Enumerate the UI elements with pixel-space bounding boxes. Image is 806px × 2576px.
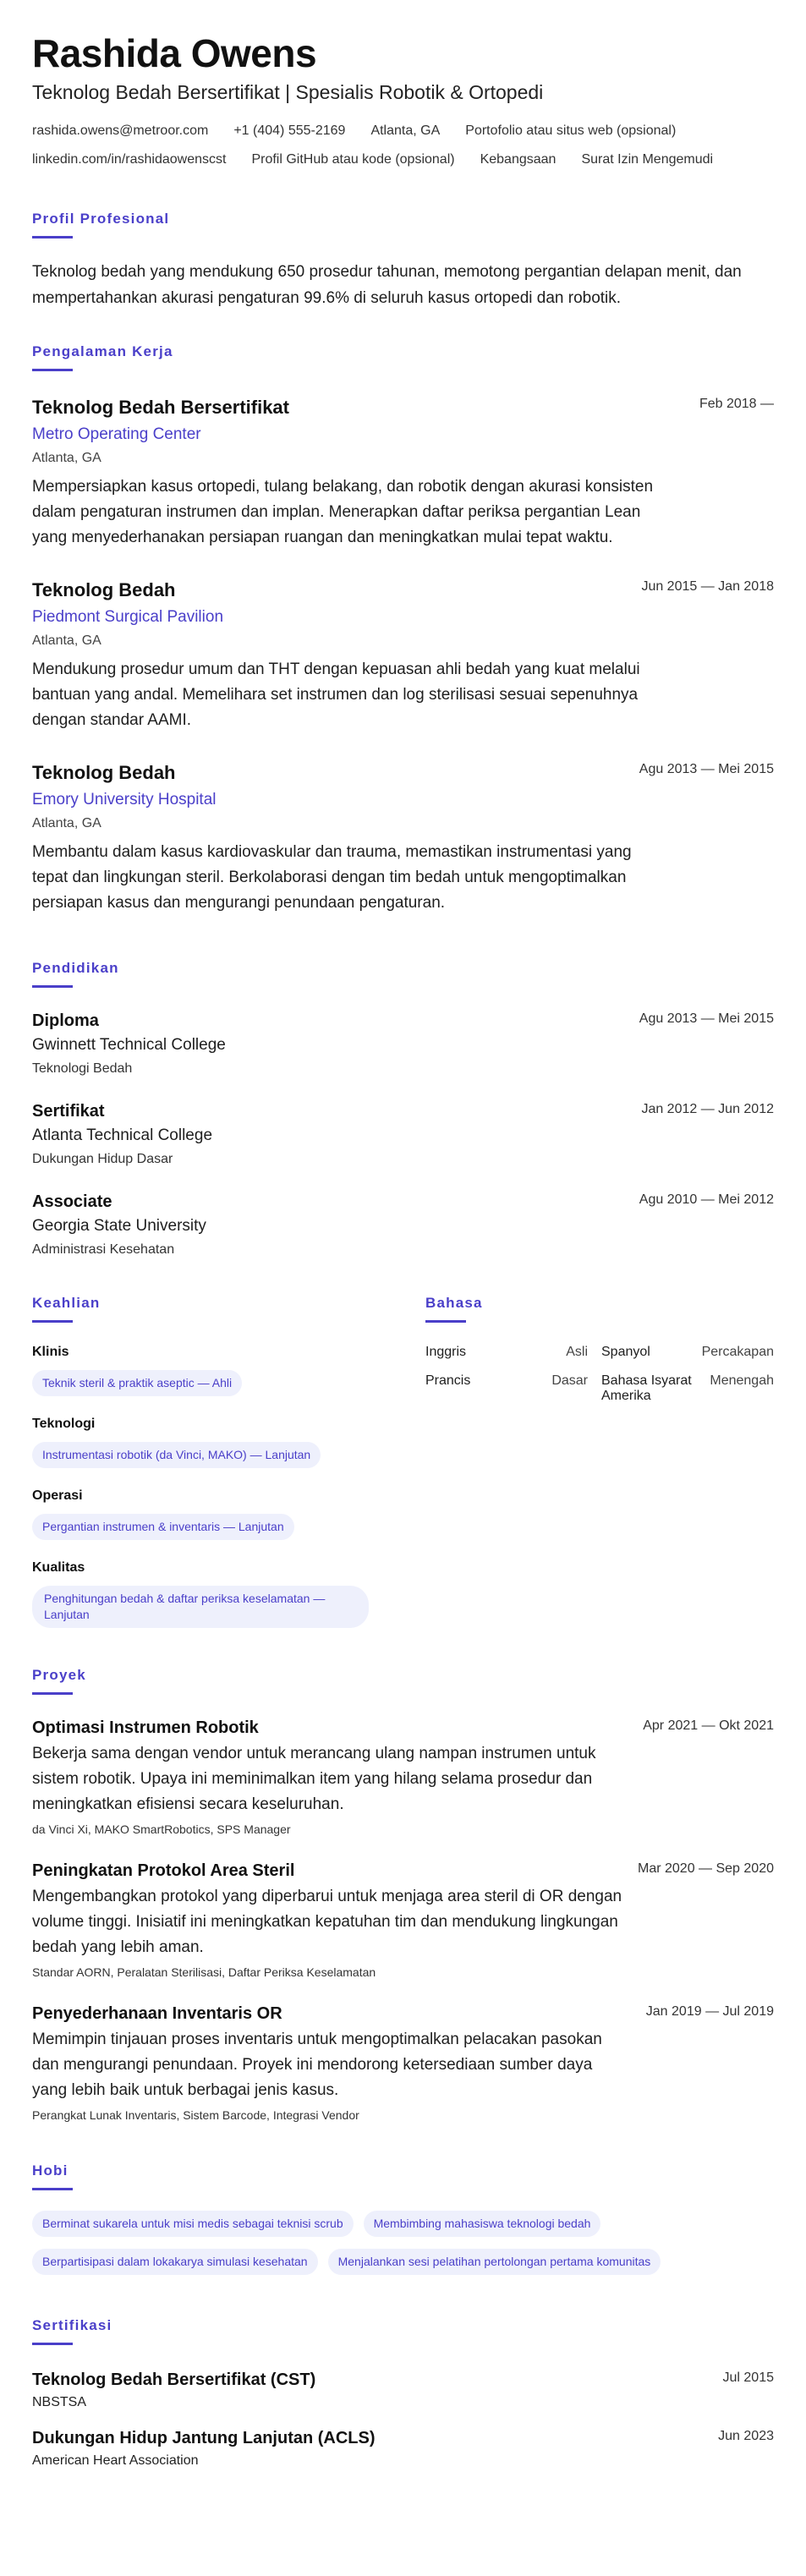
- section-title: Bahasa: [425, 1295, 483, 1311]
- school-name: Atlanta Technical College: [32, 1126, 213, 1144]
- education-entry: [32, 1192, 774, 1258]
- skill-chip: Penghitungan bedah & daftar periksa keselamatan — Lanjutan: [32, 1586, 369, 1628]
- certification-issuer: American Heart Association: [32, 2453, 199, 2468]
- entry-date: Apr 2021 — Okt 2021: [643, 1718, 774, 1733]
- field-of-study: Administrasi Kesehatan: [32, 1242, 175, 1257]
- hobby-chip: Berminat sukarela untuk misi medis sebagai teknisi scrub: [32, 2211, 354, 2237]
- job-location: Atlanta, GA: [32, 451, 101, 465]
- hobby-chip: Menjalankan sesi pelatihan pertolongan pertama komunitas: [328, 2249, 661, 2275]
- project-entry: [32, 2004, 774, 2122]
- project-description: Memimpin tinjauan proses inventaris untuk mengoptimalkan pelacakan pasokan dan mengurangi penundaan. Proyek ini mendorong ketersediaan sumber daya yang lebih baik untuk berbagai jenis kasus.: [32, 2031, 602, 2099]
- entry-date: Feb 2018 —: [699, 397, 774, 411]
- certification-name: Teknolog Bedah Bersertifikat (CST): [32, 2370, 316, 2389]
- language-name: Prancis: [425, 1373, 471, 1388]
- summary-text: Teknolog bedah yang mendukung 650 prosedur tahunan, memotong pergantian delapan menit, dan mempertahankan akurasi pengaturan 99.6% di seluruh kasus ortopedi dan robotik.: [32, 263, 742, 307]
- projects-section: [32, 1667, 774, 2122]
- company-name: Piedmont Surgical Pavilion: [32, 608, 224, 626]
- hobbies-section: [32, 2162, 774, 2275]
- project-tech: da Vinci Xi, MAKO SmartRobotics, SPS Manager: [32, 1822, 291, 1836]
- skill-category: Teknologi: [32, 1417, 96, 1431]
- school-name: Gwinnett Technical College: [32, 1036, 226, 1054]
- hobby-list: [32, 2211, 776, 2275]
- language-level: Percakapan: [701, 1345, 774, 1359]
- entry-date: Agu 2013 — Mei 2015: [639, 762, 774, 776]
- job-location: Atlanta, GA: [32, 816, 101, 830]
- language-name: Spanyol: [601, 1345, 650, 1359]
- section-title: Proyek: [32, 1667, 86, 1683]
- section-divider: [32, 2343, 73, 2345]
- section-title: Keahlian: [32, 1295, 101, 1311]
- job-description: Membantu dalam kasus kardiovaskular dan trauma, memastikan instrumentasi yang tepat dan lingkungan steril. Berkolaborasi dengan tim bedah untuk mengoptimalkan persiapan kasus dan mengurangi penundaan pengaturan.: [32, 843, 632, 912]
- education-entry: [32, 1011, 774, 1077]
- job-title: Teknolog Bedah: [32, 579, 176, 600]
- experience-section: [32, 343, 774, 916]
- contact-portfolio[interactable]: Portofolio atau situs web (opsional): [465, 123, 677, 138]
- section-divider: [32, 2188, 73, 2190]
- language-name: Bahasa Isyarat Amerika: [601, 1373, 692, 1403]
- section-divider: [32, 1692, 73, 1695]
- skill-chip: Pergantian instrumen & inventaris — Lanjutan: [32, 1514, 294, 1540]
- field-of-study: Teknologi Bedah: [32, 1061, 133, 1076]
- section-divider: [32, 1320, 73, 1323]
- job-description: Mendukung prosedur umum dan THT dengan kepuasan ahli bedah yang kuat melalui bantuan yang andal. Memelihara set instrumen dan log sterilisasi sesuai sepenuhnya dengan standar AAMI.: [32, 660, 640, 729]
- education-section: [32, 960, 774, 1258]
- project-name: Peningkatan Protokol Area Steril: [32, 1861, 295, 1880]
- contact-nationality: Kebangsaan: [480, 152, 557, 167]
- entry-date: Jan 2012 — Jun 2012: [641, 1102, 774, 1116]
- section-title: Hobi: [32, 2162, 69, 2179]
- hobby-chip: Membimbing mahasiswa teknologi bedah: [364, 2211, 601, 2237]
- contact-email[interactable]: rashida.owens@metroor.com: [32, 123, 209, 138]
- degree: Diploma: [32, 1011, 99, 1030]
- language-list: [425, 1345, 774, 1404]
- company-name: Metro Operating Center: [32, 425, 201, 443]
- degree: Associate: [32, 1192, 112, 1211]
- project-name: Optimasi Instrumen Robotik: [32, 1718, 259, 1737]
- skill-category: Kualitas: [32, 1560, 85, 1575]
- section-divider: [425, 1320, 466, 1323]
- skill-group: [32, 1345, 392, 1396]
- entry-date: Agu 2013 — Mei 2015: [639, 1011, 774, 1026]
- contact-github[interactable]: Profil GitHub atau kode (opsional): [251, 152, 455, 167]
- hobby-chip: Berpartisipasi dalam lokakarya simulasi kesehatan: [32, 2249, 318, 2275]
- company-name: Emory University Hospital: [32, 791, 217, 808]
- language-name: Inggris: [425, 1345, 467, 1359]
- language-level: Dasar: [551, 1373, 588, 1388]
- certification-issuer: NBSTSA: [32, 2395, 87, 2409]
- project-description: Bekerja sama dengan vendor untuk merancang ulang nampan instrumen untuk sistem robotik. Upaya ini meminimalkan item yang hilang selama prosedur dan meningkatkan efisiensi secara keseluruhan.: [32, 1745, 596, 1813]
- contact-linkedin[interactable]: linkedin.com/in/rashidaowenscst: [32, 152, 227, 167]
- school-name: Georgia State University: [32, 1217, 206, 1235]
- entry-date: Jul 2015: [722, 2370, 774, 2385]
- language-level: Menengah: [710, 1373, 774, 1388]
- project-description: Mengembangkan protokol yang diperbarui untuk menjaga area steril di OR dengan volume tinggi. Inisiatif ini meningkatkan kepatuhan tim dan mendukung lingkungan bedah yang lebih aman.: [32, 1888, 622, 1956]
- entry-date: Jun 2023: [718, 2429, 774, 2443]
- experience-entry: [32, 579, 774, 733]
- summary-section: [32, 211, 774, 311]
- entry-date: Agu 2010 — Mei 2012: [639, 1192, 774, 1207]
- section-title: Pengalaman Kerja: [32, 343, 173, 359]
- languages-section: [425, 1295, 774, 1628]
- entry-date: Jun 2015 — Jan 2018: [641, 579, 774, 594]
- degree: Sertifikat: [32, 1102, 105, 1121]
- skill-group: [32, 1560, 392, 1628]
- certifications-section: [32, 2317, 774, 2469]
- section-title: Sertifikasi: [32, 2317, 112, 2333]
- project-name: Penyederhanaan Inventaris OR: [32, 2004, 282, 2023]
- job-title: Teknolog Bedah: [32, 762, 176, 783]
- contact-phone[interactable]: +1 (404) 555-2169: [233, 123, 346, 138]
- skill-chip: Instrumentasi robotik (da Vinci, MAKO) — Lanjutan: [32, 1442, 321, 1468]
- language-level: Asli: [566, 1345, 588, 1359]
- experience-entry: [32, 762, 774, 916]
- skill-group: [32, 1488, 392, 1540]
- skill-chip: Teknik steril & praktik aseptic — Ahli: [32, 1370, 242, 1396]
- job-title: Teknolog Bedah Bersertifikat: [32, 397, 289, 418]
- certification-entry: [32, 2370, 774, 2410]
- experience-entry: [32, 397, 774, 551]
- project-tech: Standar AORN, Peralatan Sterilisasi, Daftar Periksa Keselamatan: [32, 1965, 376, 1979]
- project-entry: [32, 1861, 774, 1979]
- contact-location: Atlanta, GA: [370, 123, 441, 138]
- section-divider: [32, 369, 73, 371]
- certification-name: Dukungan Hidup Jantung Lanjutan (ACLS): [32, 2429, 376, 2447]
- certification-entry: [32, 2429, 774, 2469]
- education-entry: [32, 1102, 774, 1167]
- job-description: Mempersiapkan kasus ortopedi, tulang belakang, dan robotik dengan akurasi konsisten dalam pengaturan instrumen dan implan. Menerapkan daftar periksa pergantian Lean yang menyederhanakan persiapan ruangan dan meningkatkan mulai tepat waktu.: [32, 478, 654, 546]
- resume-header: [32, 30, 774, 168]
- project-entry: [32, 1718, 774, 1836]
- skills-languages-row: [32, 1295, 774, 1628]
- section-title: Profil Profesional: [32, 211, 170, 227]
- contact-list: [32, 123, 776, 168]
- section-divider: [32, 236, 73, 238]
- entry-date: Jan 2019 — Jul 2019: [645, 2004, 774, 2019]
- section-title: Pendidikan: [32, 960, 119, 976]
- entry-date: Mar 2020 — Sep 2020: [638, 1861, 774, 1876]
- skills-section: [32, 1295, 392, 1628]
- contact-license: Surat Izin Mengemudi: [581, 152, 714, 167]
- section-divider: [32, 985, 73, 988]
- field-of-study: Dukungan Hidup Dasar: [32, 1152, 173, 1166]
- job-location: Atlanta, GA: [32, 633, 101, 648]
- skill-category: Operasi: [32, 1488, 83, 1503]
- skill-category: Klinis: [32, 1345, 69, 1359]
- skill-group: [32, 1417, 392, 1468]
- headline: Teknolog Bedah Bersertifikat | Spesialis Robotik & Ortopedi: [32, 81, 544, 103]
- project-tech: Perangkat Lunak Inventaris, Sistem Barcode, Integrasi Vendor: [32, 2108, 359, 2122]
- candidate-name: Rashida Owens: [32, 31, 317, 75]
